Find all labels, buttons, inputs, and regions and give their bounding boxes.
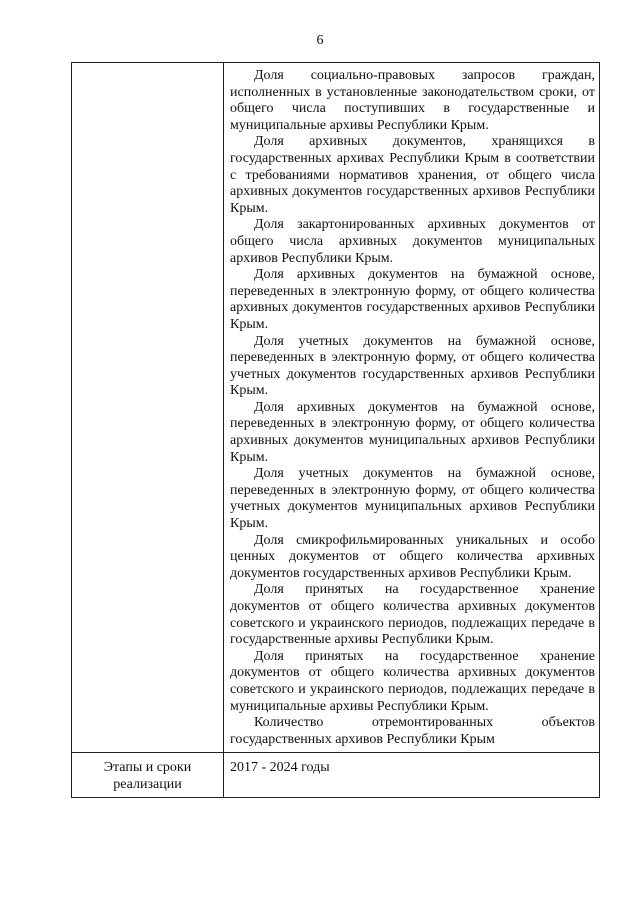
indicators-list-cell bbox=[224, 63, 600, 753]
indicator-item: Доля учетных документов на бумажной основе, переведенных в электронную форму, от общего количества учетных документов муниципальных архивов Республики Крым. bbox=[230, 466, 595, 532]
indicator-item: Доля архивных документов, хранящихся в государственных архивах Республики Крым в соответствии с требованиями нормативов хранения, от общего числа архивных документов государственных архивов Республики Крым. bbox=[230, 134, 595, 216]
stages-row bbox=[72, 753, 600, 798]
program-passport-table bbox=[71, 62, 600, 798]
indicator-item: Доля принятых на государственное хранение документов от общего количества архивных документов советского и украинского периодов, подлежащих передаче в государственные архивы Республики Крым. bbox=[230, 582, 595, 648]
indicator-item: Доля архивных документов на бумажной основе, переведенных в электронную форму, от общего количества архивных документов муниципальных архивов Республики Крым. bbox=[230, 399, 595, 465]
indicator-item: Доля социально-правовых запросов граждан, исполненных в установленные законодательством сроки, от общего числа поступивших в государственные и муниципальные архивы Республики Крым. bbox=[230, 68, 595, 133]
stages-value: 2017 - 2024 годы bbox=[224, 753, 600, 798]
indicator-item: Доля принятых на государственное хранение документов от общего количества архивных документов советского и украинского периодов, подлежащих передаче в муниципальные архивы Республики Крым. bbox=[230, 648, 595, 714]
indicator-item: Доля закартонированных архивных документов от общего числа архивных документов муниципальных архивов Республики Крым. bbox=[230, 217, 595, 266]
indicator-item: Доля архивных документов на бумажной основе, переведенных в электронную форму, от общего количества архивных документов государственных архивов Республики Крым. bbox=[230, 267, 595, 332]
indicator-item: Доля учетных документов на бумажной основе, переведенных в электронную форму, от общего количества учетных документов государственных архивов Республики Крым. bbox=[230, 333, 595, 399]
stages-label: Этапы и сроки реализации bbox=[72, 753, 224, 798]
page-number: 6 bbox=[316, 33, 324, 48]
indicator-item: Количество отремонтированных объектов государственных архивов Республики Крым bbox=[230, 715, 595, 747]
indicator-item: Доля смикрофильмированных уникальных и особо ценных документов от общего количества архивных документов государственных архивов Республики Крым. bbox=[230, 532, 595, 581]
indicators-label-cell bbox=[72, 63, 224, 753]
indicators-row bbox=[72, 63, 600, 753]
